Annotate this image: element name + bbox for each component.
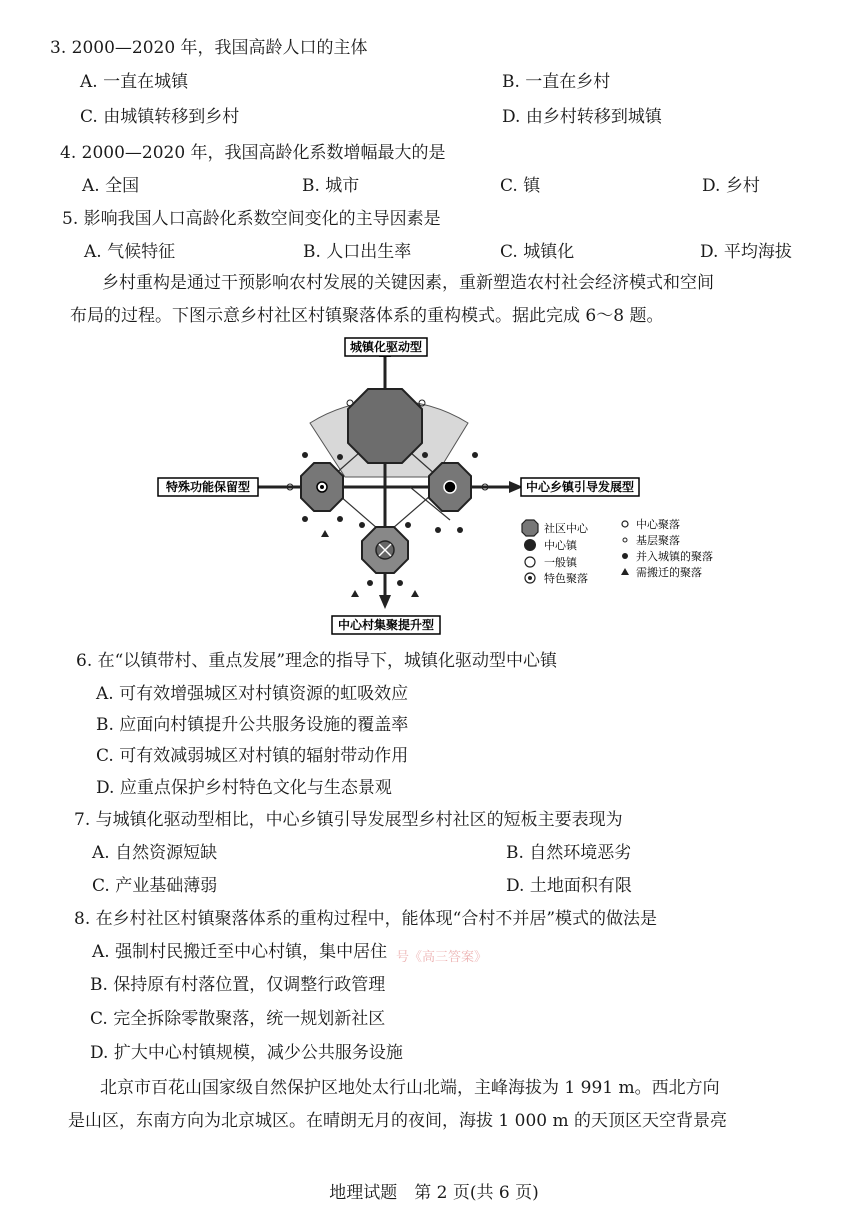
q7-option-b: B. 自然环境恶劣	[506, 843, 632, 863]
top-direction-label: 城镇化驱动型	[349, 340, 423, 354]
q7-option-a: A. 自然资源短缺	[92, 843, 218, 863]
intro1-line2: 布局的过程。下图示意乡村社区村镇聚落体系的重构模式。据此完成 6～8 题。	[70, 306, 664, 326]
q5-option-c: C. 城镇化	[500, 242, 575, 262]
q8-option-c: C. 完全拆除零散聚落，统一规划新社区	[90, 1009, 386, 1029]
q8-option-a: A. 强制村民搬迁至中心村镇，集中居住	[92, 942, 388, 962]
q3-option-a: A. 一直在城镇	[80, 72, 189, 92]
q4-option-c: C. 镇	[500, 176, 541, 196]
q6-option-b: B. 应面向村镇提升公共服务设施的覆盖率	[96, 715, 409, 735]
q6-option-a: A. 可有效增强城区对村镇资源的虹吸效应	[96, 684, 409, 704]
q7-stem: 7. 与城镇化驱动型相比，中心乡镇引导发展型乡村社区的短板主要表现为	[74, 810, 623, 830]
legend-general-town: 一般镇	[544, 556, 577, 569]
legend-central-settlement-icon	[622, 521, 628, 527]
bottom-direction-label: 中心村集聚提升型	[337, 618, 435, 632]
q6-option-d: D. 应重点保护乡村特色文化与生态景观	[96, 778, 392, 798]
q5-option-b: B. 人口出生率	[303, 242, 412, 262]
q6-stem: 6. 在“以镇带村、重点发展”理念的指导下，城镇化驱动型中心镇	[76, 651, 558, 671]
community-center-top	[348, 389, 422, 463]
left-direction-label: 特殊功能保留型	[165, 480, 251, 494]
page-footer: 地理试题 第 2 页(共 6 页)	[329, 1183, 539, 1203]
legend-basic-settlement-icon	[623, 538, 627, 542]
legend-special-settlement: 特色聚落	[544, 572, 588, 585]
intro1-line1: 乡村重构是通过干预影响农村发展的关键因素，重新塑造农村社会经济模式和空间	[102, 273, 714, 293]
legend-general-town-icon	[525, 557, 535, 567]
legend-community-center: 社区中心	[544, 522, 588, 535]
q3-option-d: D. 由乡村转移到城镇	[502, 107, 662, 127]
q5-option-d: D. 平均海拔	[700, 242, 792, 262]
village-restructuring-diagram	[140, 335, 740, 640]
q5-stem: 5. 影响我国人口高龄化系数空间变化的主导因素是	[62, 209, 441, 229]
intro2-line1: 北京市百花山国家级自然保护区地处太行山北端，主峰海拔为 1 991 m。西北方向	[100, 1078, 720, 1098]
q8-option-b: B. 保持原有村落位置，仅调整行政管理	[90, 975, 386, 995]
legend-central-town: 中心镇	[544, 539, 577, 552]
q7-option-c: C. 产业基础薄弱	[92, 876, 218, 896]
legend-merged-settlement-icon	[622, 553, 628, 559]
q8-stem: 8. 在乡村社区村镇聚落体系的重构过程中，能体现“合村不并居”模式的做法是	[74, 909, 658, 929]
q5-option-a: A. 气候特征	[84, 242, 176, 262]
legend-basic-settlement: 基层聚落	[636, 534, 680, 547]
q3-option-c: C. 由城镇转移到乡村	[80, 107, 240, 127]
q4-option-d: D. 乡村	[702, 176, 760, 196]
watermark: 号《高三答案》	[396, 950, 488, 965]
q3-option-b: B. 一直在乡村	[502, 72, 611, 92]
q4-option-b: B. 城市	[302, 176, 360, 196]
q8-option-d: D. 扩大中心村镇规模，减少公共服务设施	[90, 1043, 403, 1063]
q4-option-a: A. 全国	[82, 176, 140, 196]
legend-merged-settlement: 并入城镇的聚落	[636, 550, 713, 563]
legend-relocate-settlement: 需搬迁的聚落	[636, 566, 702, 579]
legend-central-town-icon	[524, 539, 536, 551]
diagram-legend	[522, 517, 713, 585]
q3-stem: 3. 2000—2020 年，我国高龄人口的主体	[50, 38, 368, 58]
right-direction-label: 中心乡镇引导发展型	[525, 480, 635, 494]
legend-relocate-settlement-icon	[621, 568, 629, 575]
intro2-line2: 是山区，东南方向为北京城区。在晴朗无月的夜间，海拔 1 000 m 的天顶区天空背景亮	[68, 1111, 727, 1131]
q6-option-c: C. 可有效减弱城区对村镇的辐射带动作用	[96, 746, 409, 766]
legend-central-settlement: 中心聚落	[636, 518, 680, 531]
legend-special-settlement-icon	[528, 576, 532, 580]
q4-stem: 4. 2000—2020 年，我国高龄化系数增幅最大的是	[60, 143, 446, 163]
legend-community-center-icon	[522, 520, 538, 536]
q7-option-d: D. 土地面积有限	[506, 876, 632, 896]
arrow-down-icon	[379, 595, 391, 609]
